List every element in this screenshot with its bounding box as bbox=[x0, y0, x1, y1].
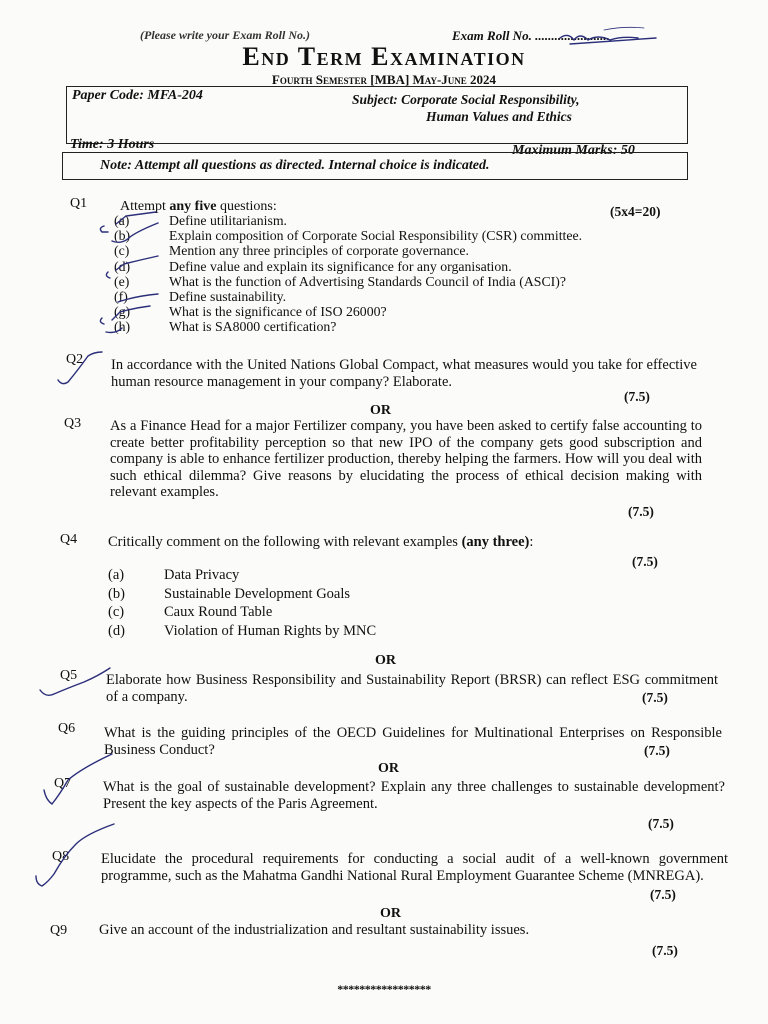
question-number: Q1 bbox=[70, 196, 88, 211]
tick-mark-g bbox=[100, 306, 150, 324]
tick-mark-h bbox=[106, 328, 122, 333]
question-marks: (7.5) bbox=[642, 690, 668, 705]
intro-text: Critically comment on the following with relevant examples bbox=[108, 534, 462, 550]
paper-code: Paper Code: MFA-204 bbox=[72, 88, 203, 103]
question-text: What is the guiding principles of the OECD Guidelines for Multinational Enterprises on Responsible Business Conduct? bbox=[104, 725, 722, 758]
item-label: (f) bbox=[114, 288, 128, 304]
question-marks: (7.5) bbox=[628, 504, 654, 519]
tick-mark-f bbox=[118, 294, 158, 302]
question-text: As a Finance Head for a major Fertilizer company, you have been asked to certify false accounting to create better profitability perception so that new IPO of the company gets good subscription and company is able to enhance fertilizer production, thereby helping the farmers. How will you deal with such ethical dilemma? Give reasons by elucidating the process of ethical decision making with relevant examples. bbox=[110, 418, 702, 500]
question-number: Q6 bbox=[58, 721, 76, 736]
or-separator: OR bbox=[375, 653, 396, 668]
item-label: (a) bbox=[114, 213, 130, 228]
question-text: Elaborate how Business Responsibility and Sustainability Report (BRSR) can reflect ESG commitment of a company. bbox=[106, 672, 718, 705]
item-text: Caux Round Table bbox=[164, 604, 273, 620]
or-separator: OR bbox=[378, 761, 399, 776]
item-text: Sustainable Development Goals bbox=[164, 585, 351, 602]
item-text: Mention any three principles of corporate governance. bbox=[169, 243, 469, 259]
item-text: Define value and explain its significance for any organisation. bbox=[169, 258, 512, 274]
question-marks: (7.5) bbox=[650, 887, 676, 902]
exam-roll-number-field: Exam Roll No. ....................... bbox=[452, 28, 610, 43]
item-label: (e) bbox=[114, 273, 130, 289]
item-label: (b) bbox=[108, 585, 125, 602]
item-text: Define sustainability. bbox=[169, 288, 287, 304]
item-text: Violation of Human Rights by MNC bbox=[164, 622, 377, 639]
item-text: What is SA8000 certification? bbox=[169, 319, 337, 335]
item-label: (c) bbox=[114, 243, 130, 259]
exam-title: End Term Examination bbox=[242, 42, 526, 71]
question-text: What is the goal of sustainable development? Explain any three challenges to sustainable development? Present the key aspects of the Paris Agreement. bbox=[103, 779, 725, 812]
roll-number-squiggle bbox=[560, 35, 638, 40]
tick-mark-q2 bbox=[58, 352, 102, 384]
item-label: (b) bbox=[114, 228, 131, 244]
question-marks: (7.5) bbox=[652, 943, 678, 958]
end-of-paper-marker: ***************** bbox=[337, 982, 431, 996]
question-text: In accordance with the United Nations Global Compact, what measures would you take for effective human resource management in your company? Elaborate. bbox=[111, 357, 697, 390]
semester-line: Fourth Semester [MBA] May-June 2024 bbox=[271, 72, 497, 87]
question-text: Elucidate the procedural requirements for conducting a social audit of a well-known government programme, such as the Mahatma Gandhi National Rural Employment Guarantee Scheme (MNREGA). bbox=[101, 851, 728, 884]
maximum-marks: Maximum Marks: 50 bbox=[512, 143, 635, 158]
time-allowed: Time: 3 Hours bbox=[70, 137, 155, 152]
item-label: (d) bbox=[108, 622, 125, 639]
question-number: Q9 bbox=[50, 923, 68, 938]
tick-mark-q7 bbox=[44, 754, 112, 804]
tick-mark-q8 bbox=[36, 824, 114, 886]
question-number: Q2 bbox=[66, 352, 84, 367]
item-label: (d) bbox=[114, 258, 131, 274]
item-label: (c) bbox=[108, 604, 125, 620]
item-label: (h) bbox=[114, 319, 131, 335]
question-text: Give an account of the industrialization and resultant sustainability issues. bbox=[99, 922, 530, 938]
question-marks: (5x4=20) bbox=[610, 204, 661, 219]
question-marks: (7.5) bbox=[648, 816, 674, 831]
question-marks: (7.5) bbox=[644, 743, 670, 758]
tick-mark-d bbox=[106, 256, 158, 278]
question-number: Q7 bbox=[54, 776, 72, 791]
intro-emphasis: any five bbox=[169, 199, 217, 214]
question-number: Q4 bbox=[60, 532, 78, 547]
question-marks: (7.5) bbox=[632, 554, 658, 569]
subject-line-1: Subject: Corporate Social Responsibility, bbox=[352, 92, 580, 107]
intro-emphasis: (any three) bbox=[461, 534, 530, 550]
or-separator: OR bbox=[370, 403, 391, 418]
tick-mark-a bbox=[100, 212, 156, 232]
intro-text: Attempt bbox=[120, 199, 170, 214]
question-number: Q3 bbox=[64, 416, 82, 431]
item-text: Explain composition of Corporate Social Responsibility (CSR) committee. bbox=[169, 228, 583, 244]
question-number: Q8 bbox=[52, 849, 70, 864]
roll-number-instruction: (Please write your Exam Roll No.) bbox=[140, 28, 310, 42]
or-separator: OR bbox=[380, 906, 401, 921]
intro-text-end: : bbox=[529, 534, 534, 550]
item-text: What is the function of Advertising Standards Council of India (ASCI)? bbox=[169, 273, 566, 289]
item-text: What is the significance of ISO 26000? bbox=[169, 304, 387, 320]
subject-line-2: Human Values and Ethics bbox=[426, 109, 572, 124]
item-label: (g) bbox=[114, 304, 131, 320]
item-label: (a) bbox=[108, 567, 125, 583]
tick-mark-b bbox=[112, 223, 158, 242]
question-marks: (7.5) bbox=[624, 389, 650, 404]
intro-text-end: questions: bbox=[216, 199, 277, 214]
pen-stroke bbox=[604, 27, 644, 30]
question-number: Q5 bbox=[60, 668, 78, 683]
item-text: Define utilitarianism. bbox=[169, 213, 288, 228]
exam-note: Note: Attempt all questions as directed. Internal choice is indicated. bbox=[100, 158, 490, 173]
item-text: Data Privacy bbox=[164, 567, 240, 583]
tick-mark-q5 bbox=[40, 668, 110, 695]
